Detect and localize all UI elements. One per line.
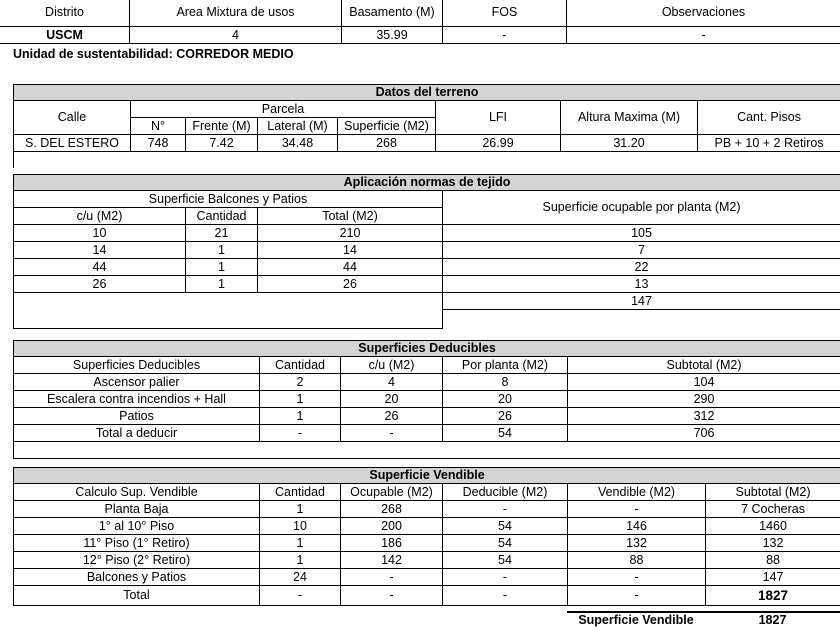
deducibles-header: Por planta (M2): [443, 357, 568, 374]
deducibles-cell: 20: [443, 391, 568, 408]
vendible-header: Cantidad: [260, 484, 341, 501]
tejido-cell: 14: [14, 242, 186, 259]
deducibles-table: [13, 340, 840, 459]
vendible-cell: -: [341, 586, 443, 606]
vendible-cell: 12° Piso (2° Retiro): [14, 552, 260, 569]
vendible-cell: 11° Piso (1° Retiro): [14, 535, 260, 552]
terreno-cell: 748: [131, 135, 186, 152]
vendible-cell: -: [443, 501, 568, 518]
tejido-cell: 13: [443, 276, 840, 293]
parcela-sub-header: Superficie (M2): [338, 118, 436, 135]
tejido-cell: 21: [186, 225, 258, 242]
deducibles-cell: 2: [260, 374, 341, 391]
calle-header: Calle: [14, 101, 131, 135]
zoning-header: Distrito: [0, 0, 130, 27]
deducibles-cell: Total a deducir: [14, 425, 260, 442]
terreno-table: [13, 84, 840, 168]
deducibles-header: c/u (M2): [341, 357, 443, 374]
vendible-cell: Balcones y Patios: [14, 569, 260, 586]
vendible-cell: 1: [260, 535, 341, 552]
vendible-header: Ocupable (M2): [341, 484, 443, 501]
deducibles-cell: 20: [341, 391, 443, 408]
vendible-header: Vendible (M2): [568, 484, 706, 501]
vendible-cell: 146: [568, 518, 706, 535]
vendible-cell: -: [341, 569, 443, 586]
vendible-cell: 132: [568, 535, 706, 552]
tejido-sub-header: Total (M2): [258, 208, 443, 225]
tejido-cell: 10: [14, 225, 186, 242]
final-total-value: 1827: [705, 613, 840, 627]
vendible-cell: 54: [443, 518, 568, 535]
vendible-cell: 1460: [706, 518, 840, 535]
vendible-cell: 142: [341, 552, 443, 569]
vendible-table: [13, 467, 840, 606]
parcela-sub-header: Lateral (M): [258, 118, 338, 135]
deducibles-cell: -: [341, 425, 443, 442]
vendible-cell: -: [568, 501, 706, 518]
vendible-header: Deducible (M2): [443, 484, 568, 501]
deducibles-cell: 4: [341, 374, 443, 391]
deducibles-header: Superficies Deducibles: [14, 357, 260, 374]
deducibles-cell: -: [260, 425, 341, 442]
deducibles-cell: 312: [568, 408, 840, 425]
deducibles-cell: 8: [443, 374, 568, 391]
tejido-cell: 1: [186, 259, 258, 276]
deducibles-cell: Patios: [14, 408, 260, 425]
spacer: [14, 442, 840, 459]
zoning-value: -: [443, 27, 567, 44]
vendible-cell: -: [568, 586, 706, 606]
ocupable-header: Superficie ocupable por planta (M2): [443, 191, 840, 225]
vendible-title: Superficie Vendible: [14, 468, 840, 484]
vendible-cell: Total: [14, 586, 260, 606]
zoning-header: Basamento (M): [342, 0, 443, 27]
vendible-cell: 186: [341, 535, 443, 552]
terreno-cell: 26.99: [436, 135, 561, 152]
terreno-cell: 31.20: [561, 135, 698, 152]
vendible-cell: 54: [443, 535, 568, 552]
vendible-cell: 1: [260, 501, 341, 518]
deducibles-title: Superficies Deducibles: [14, 341, 840, 357]
zoning-table: [0, 0, 840, 44]
vendible-cell: 10: [260, 518, 341, 535]
zoning-header: FOS: [443, 0, 567, 27]
terreno-cell: PB + 10 + 2 Retiros: [698, 135, 840, 152]
deducibles-cell: 54: [443, 425, 568, 442]
zoning-value: 35.99: [342, 27, 443, 44]
vendible-cell: -: [260, 586, 341, 606]
vendible-cell: 24: [260, 569, 341, 586]
tejido-cell: 210: [258, 225, 443, 242]
tejido-total: 147: [443, 293, 840, 310]
final-total-label: Superficie Vendible: [567, 613, 705, 627]
terreno-cell: 268: [338, 135, 436, 152]
vendible-header: Subtotal (M2): [706, 484, 840, 501]
spacer: [14, 152, 840, 169]
tejido-cell: 7: [443, 242, 840, 259]
deducibles-cell: 1: [260, 391, 341, 408]
terreno-title: Datos del terreno: [14, 85, 840, 101]
terreno-cell: 34.48: [258, 135, 338, 152]
tejido-cell: 22: [443, 259, 840, 276]
zoning-header: Area Mixtura de usos: [130, 0, 342, 27]
deducibles-cell: 104: [568, 374, 840, 391]
tejido-cell: 44: [14, 259, 186, 276]
deducibles-cell: 290: [568, 391, 840, 408]
altura-header: Altura Maxima (M): [561, 101, 698, 135]
vendible-cell: -: [568, 569, 706, 586]
deducibles-cell: 26: [443, 408, 568, 425]
deducibles-header: Subtotal (M2): [568, 357, 840, 374]
vendible-cell: 88: [706, 552, 840, 569]
parcela-sub-header: Frente (M): [186, 118, 258, 135]
deducibles-cell: Escalera contra incendios + Hall: [14, 391, 260, 408]
deducibles-header: Cantidad: [260, 357, 341, 374]
tejido-cell: 14: [258, 242, 443, 259]
sustainability-unit: Unidad de sustentabilidad: CORREDOR MEDIO: [13, 47, 294, 61]
tejido-sub-header: Cantidad: [186, 208, 258, 225]
tejido-cell: 26: [258, 276, 443, 293]
vendible-cell: 147: [706, 569, 840, 586]
vendible-cell: 268: [341, 501, 443, 518]
vendible-total: 1827: [706, 586, 840, 606]
deducibles-cell: 26: [341, 408, 443, 425]
tejido-cell: 105: [443, 225, 840, 242]
deducibles-cell: 1: [260, 408, 341, 425]
tejido-cell: 26: [14, 276, 186, 293]
vendible-cell: -: [443, 586, 568, 606]
zoning-value: 4: [130, 27, 342, 44]
vendible-header: Calculo Sup. Vendible: [14, 484, 260, 501]
deducibles-cell: Ascensor palier: [14, 374, 260, 391]
vendible-cell: 88: [568, 552, 706, 569]
vendible-cell: -: [443, 569, 568, 586]
spacer: [14, 293, 443, 329]
vendible-cell: 1° al 10° Piso: [14, 518, 260, 535]
lfi-header: LFI: [436, 101, 561, 135]
vendible-cell: 132: [706, 535, 840, 552]
deducibles-cell: 706: [568, 425, 840, 442]
tejido-cell: 1: [186, 242, 258, 259]
tejido-cell: 44: [258, 259, 443, 276]
zoning-value: USCM: [0, 27, 130, 44]
tejido-sub-header: c/u (M2): [14, 208, 186, 225]
tejido-cell: 1: [186, 276, 258, 293]
spacer: [443, 310, 840, 329]
vendible-cell: 54: [443, 552, 568, 569]
zoning-header: Observaciones: [567, 0, 840, 27]
zoning-value: -: [567, 27, 840, 44]
tejido-table: [13, 174, 840, 329]
pisos-header: Cant. Pisos: [698, 101, 840, 135]
vendible-cell: 1: [260, 552, 341, 569]
parcela-header: Parcela: [131, 101, 436, 118]
terreno-cell: 7.42: [186, 135, 258, 152]
vendible-cell: 200: [341, 518, 443, 535]
balcones-header: Superficie Balcones y Patios: [14, 191, 443, 208]
vendible-cell: Planta Baja: [14, 501, 260, 518]
vendible-cell: 7 Cocheras: [706, 501, 840, 518]
parcela-sub-header: N°: [131, 118, 186, 135]
terreno-cell: S. DEL ESTERO: [14, 135, 131, 152]
tejido-title: Aplicación normas de tejido: [14, 175, 840, 191]
